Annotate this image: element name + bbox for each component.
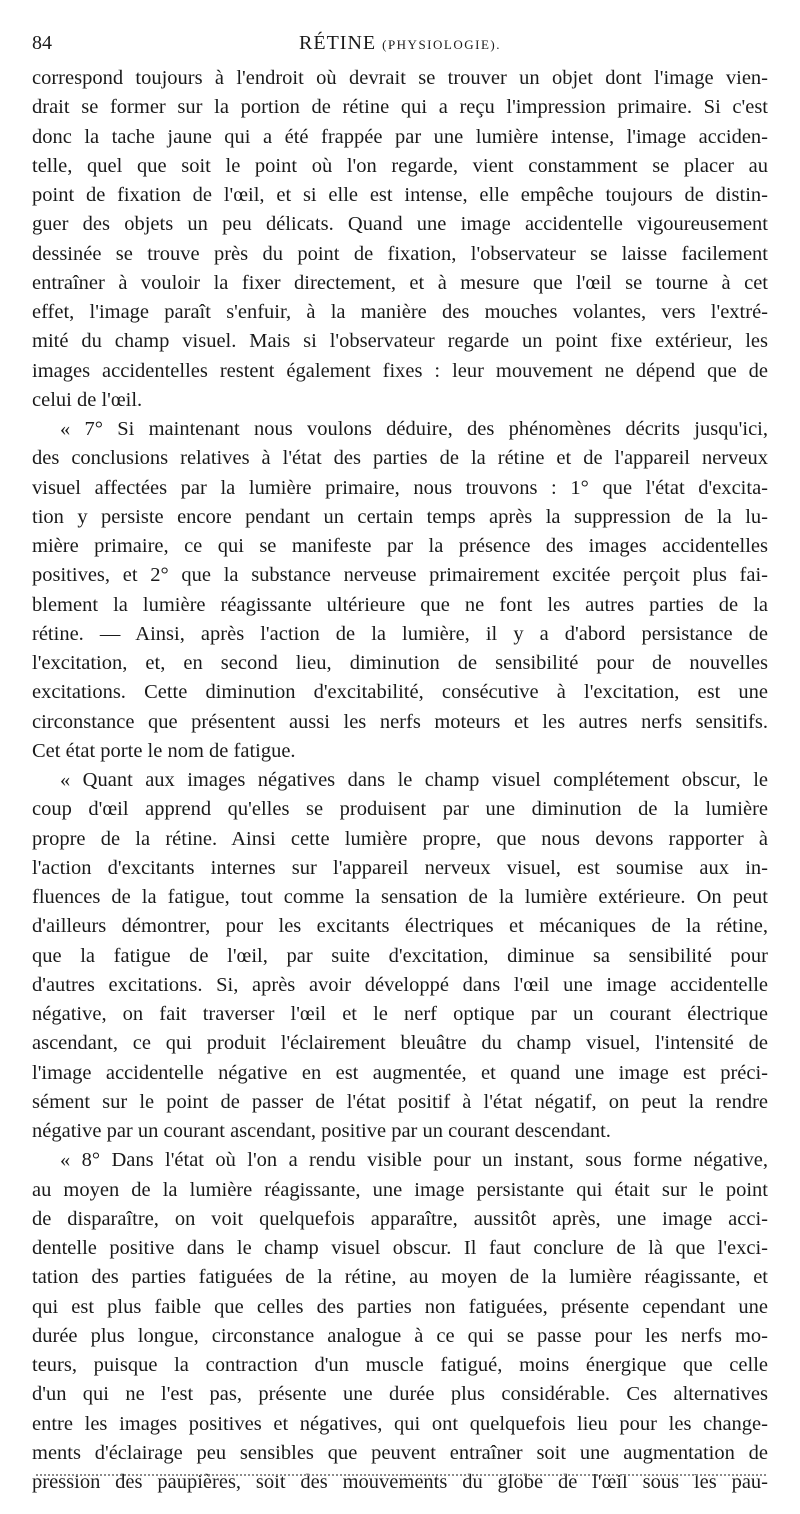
text-line: fluences de la fatigue, tout comme la sensation de la lumière extérieure. On peut (32, 886, 768, 908)
body-text (32, 64, 768, 1497)
text-line: durée plus longue, circonstance analogue à ce qui se passe pour les nerfs mo- (32, 1324, 768, 1347)
text-line: d'ailleurs démontrer, pour les excitants électriques et mécaniques de la rétine, (32, 915, 768, 938)
text-line: au moyen de la lumière réagissante, une image persistante qui était sur le point (32, 1178, 768, 1201)
text-line: entre les images positives et négatives, qui ont quelquefois lieu pour les change- (32, 1412, 768, 1435)
text-line: pression des paupières, soit des mouvements du globe de l'œil sous les pau- (32, 1471, 768, 1493)
text-line: correspond toujours à l'endroit où devrait se trouver un objet dont l'image vien- (32, 67, 768, 89)
text-line: d'autres excitations. Si, après avoir développé dans l'œil une image accidentelle (32, 973, 768, 996)
text-line: dessinée se trouve près du point de fixation, l'observateur se laisse facilement (32, 242, 768, 265)
text-line: négative, on fait traverser l'œil et le nerf optique par un courant électrique (32, 1003, 768, 1025)
text-line: circonstance que présentent aussi les nerfs moteurs et les autres nerfs sensitifs. (32, 710, 768, 733)
text-line: rétine. — Ainsi, après l'action de la lumière, il y a d'abord persistance de (32, 622, 768, 645)
text-line: images accidentelles restent également fixes : leur mouvement ne dépend que de (32, 359, 768, 382)
text-line: sément sur le point de passer de l'état positif à l'état négatif, on peut la rendre (32, 1090, 768, 1113)
text-line: Cet état porte le nom de fatigue. (32, 739, 296, 762)
text-line: tion y persiste encore pendant un certain temps après la suppression de la lu- (32, 505, 768, 528)
text-line: propre de la rétine. Ainsi cette lumière propre, que nous devons rapporter à (32, 827, 768, 850)
text-line: telle, quel que soit le point où l'on regarde, vient constamment se placer au (32, 154, 768, 177)
text-line: d'un qui ne l'est pas, présente une durée plus considérable. Ces alternatives (32, 1383, 768, 1406)
footer-dotted-rule (36, 1474, 766, 1476)
text-line: effet, l'image paraît s'enfuir, à la manière des mouches volantes, vers l'extré- (32, 301, 768, 323)
text-line: donc la tache jaune qui a été frappée par une lumière intense, l'image acciden- (32, 125, 768, 148)
page-number: 84 (32, 32, 52, 54)
running-head (32, 30, 768, 56)
text-line: visuel affectées par la lumière primaire, nous trouvons : 1° que l'état d'excita- (32, 476, 768, 499)
text-line: positives, et 2° que la substance nerveuse primairement excitée perçoit plus fai- (32, 564, 768, 587)
text-line: excitations. Cette diminution d'excitabilité, consécutive à l'excitation, est une (32, 681, 768, 704)
text-line: négative par un courant ascendant, positive par un courant descendant. (32, 1120, 611, 1142)
text-line: guer des objets un peu délicats. Quand une image accidentelle vigoureusement (32, 213, 768, 236)
text-line: coup d'œil apprend qu'elles se produisent par une diminution de la lumière (32, 798, 768, 821)
text-line: mière primaire, ce qui se manifeste par la présence des images accidentelles (32, 535, 768, 557)
text-line: que la fatigue de l'œil, par suite d'excitation, diminue sa sensibilité pour (32, 944, 768, 967)
text-line: dentelle positive dans le champ visuel obscur. Il faut conclure de là que l'exci- (32, 1237, 768, 1259)
text-line: celui de l'œil. (32, 388, 143, 411)
text-line: blement la lumière réagissante ultérieure que ne font les autres parties de la (32, 593, 768, 616)
text-line: drait se former sur la portion de rétine qui a reçu l'impression primaire. Si c'est (32, 96, 768, 119)
text-line: de disparaître, on voit quelquefois apparaître, aussitôt après, une image acci- (32, 1207, 768, 1230)
text-line: « Quant aux images négatives dans le champ visuel complétement obscur, le (60, 769, 768, 791)
text-line: tation des parties fatiguées de la rétine, au moyen de la lumière réagissante, et (32, 1266, 768, 1289)
text-line: ments d'éclairage peu sensibles que peuvent entraîner soit une augmentation de (32, 1441, 768, 1464)
text-line: ascendant, ce qui produit l'éclairement bleuâtre du champ visuel, l'intensité de (32, 1032, 768, 1055)
text-line: teurs, puisque la contraction d'un muscle fatigué, moins énergique que celle (32, 1354, 768, 1376)
running-title-main: RÉTINE (299, 32, 377, 54)
text-line: mité du champ visuel. Mais si l'observateur regarde un point fixe extérieur, les (32, 330, 768, 353)
text-line: qui est plus faible que celles des parties non fatiguées, présente cependant une (32, 1295, 768, 1318)
text-line: l'image accidentelle négative en est augmentée, et quand une image est préci- (32, 1061, 768, 1084)
text-line: point de fixation de l'œil, et si elle est intense, elle empêche toujours de distin- (32, 184, 768, 206)
running-title (32, 30, 768, 58)
running-title-subtitle: (PHYSIOLOGIE). (382, 37, 501, 52)
text-line: entraîner à vouloir la fixer directement, et à mesure que l'œil se tourne à cet (32, 271, 768, 294)
text-line: des conclusions relatives à l'état des parties de la rétine et de l'appareil nerveux (32, 447, 768, 470)
text-line: « 8° Dans l'état où l'on a rendu visible pour un instant, sous forme négative, (60, 1149, 768, 1172)
text-line: « 7° Si maintenant nous voulons déduire, des phénomènes décrits jusqu'ici, (60, 418, 768, 440)
text-line: l'action d'excitants internes sur l'appareil nerveux visuel, est soumise aux in- (32, 856, 768, 879)
text-line: l'excitation, et, en second lieu, diminution de sensibilité pour de nouvelles (32, 652, 768, 674)
